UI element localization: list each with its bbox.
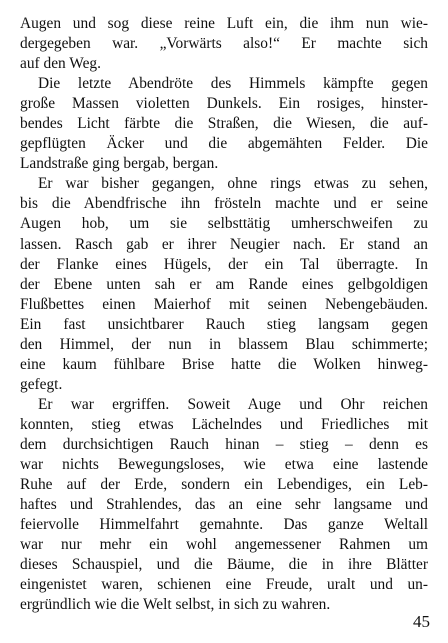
text-line: Ruhe auf der Erde, sondern ein Lebendiges, ein Leb-: [20, 476, 428, 494]
text-line: ergründlich wie die Welt selbst, in sich zu wahren.: [20, 596, 331, 614]
text-line: Augen hob, um sie selbsttätig umherschweifen zu: [20, 215, 428, 233]
text-line: dem durchsichtigen Rauch hinan – stieg – denn es: [20, 435, 428, 453]
text-line: auf den Weg.: [20, 55, 101, 73]
text-line: den Himmel, der nun in blassem Blau schimmerte;: [20, 335, 428, 353]
paragraph: [20, 14, 428, 74]
text-line: eingenistet waren, schienen eine Freude, uralt und un-: [20, 576, 428, 594]
text-line: große Massen violetten Dunkels. Ein rosiges, hinster-: [20, 95, 428, 113]
paragraph: [20, 174, 428, 395]
text-line: haftes und Strahlendes, das an eine sehr langsame und: [20, 496, 428, 514]
page-number: 45: [413, 612, 430, 631]
text-line: gepflügten Äcker und die abgemähten Felder. Die: [20, 135, 428, 153]
text-line: Augen und sog diese reine Luft ein, die ihm nun wie-: [20, 15, 428, 32]
text-line: war nur mehr ein wohl angemessener Rahmen um: [20, 536, 428, 554]
text-line: Die letzte Abendröte des Himmels kämpfte gegen: [38, 75, 428, 93]
paragraph: [20, 395, 428, 616]
text-line: gefegt.: [20, 375, 63, 393]
text-line: der Flanke eines Hügels, der ein Tal überragte. In: [20, 255, 428, 273]
text-line: Er war bisher gegangen, ohne rings etwas zu sehen,: [38, 175, 428, 193]
text-line: Er war ergriffen. Soweit Auge und Ohr reichen: [38, 395, 428, 413]
text-line: konnten, stieg etwas Lächelndes und Friedliches mit: [20, 415, 428, 433]
text-line: Flußbettes einen Maierhof mit seinen Nebengebäuden.: [20, 295, 428, 313]
text-line: feiervolle Himmelfahrt gemahnte. Das ganze Weltall: [20, 516, 428, 534]
text-line: Ein fast unsichtbarer Rauch stieg langsam gegen: [20, 315, 428, 333]
text-line: bis die Abendfrische ihn frösteln machte und er seine: [20, 195, 428, 213]
body-text: [20, 14, 428, 615]
text-line: Landstraße ging bergab, bergan.: [20, 155, 219, 173]
text-line: war nichts Bewegungsloses, wie etwa eine lastende: [20, 456, 428, 474]
text-line: dieses Schauspiel, und die Bäume, die in ihre Blätter: [20, 556, 428, 574]
paragraph: [20, 74, 428, 174]
text-line: eine kaum fühlbare Brise hatte die Wolken hinweg-: [20, 355, 428, 373]
text-line: der Ebene unten sah er am Rande eines gelbgoldigen: [20, 275, 428, 293]
text-line: bendes Licht färbte die Straßen, die Wiesen, die auf-: [20, 115, 428, 133]
text-line: lassen. Rasch gab er ihrer Neugier nach. Er stand an: [20, 235, 428, 253]
text-line: dergegeben war. „Vorwärts also!“ Er machte sich: [20, 35, 428, 53]
